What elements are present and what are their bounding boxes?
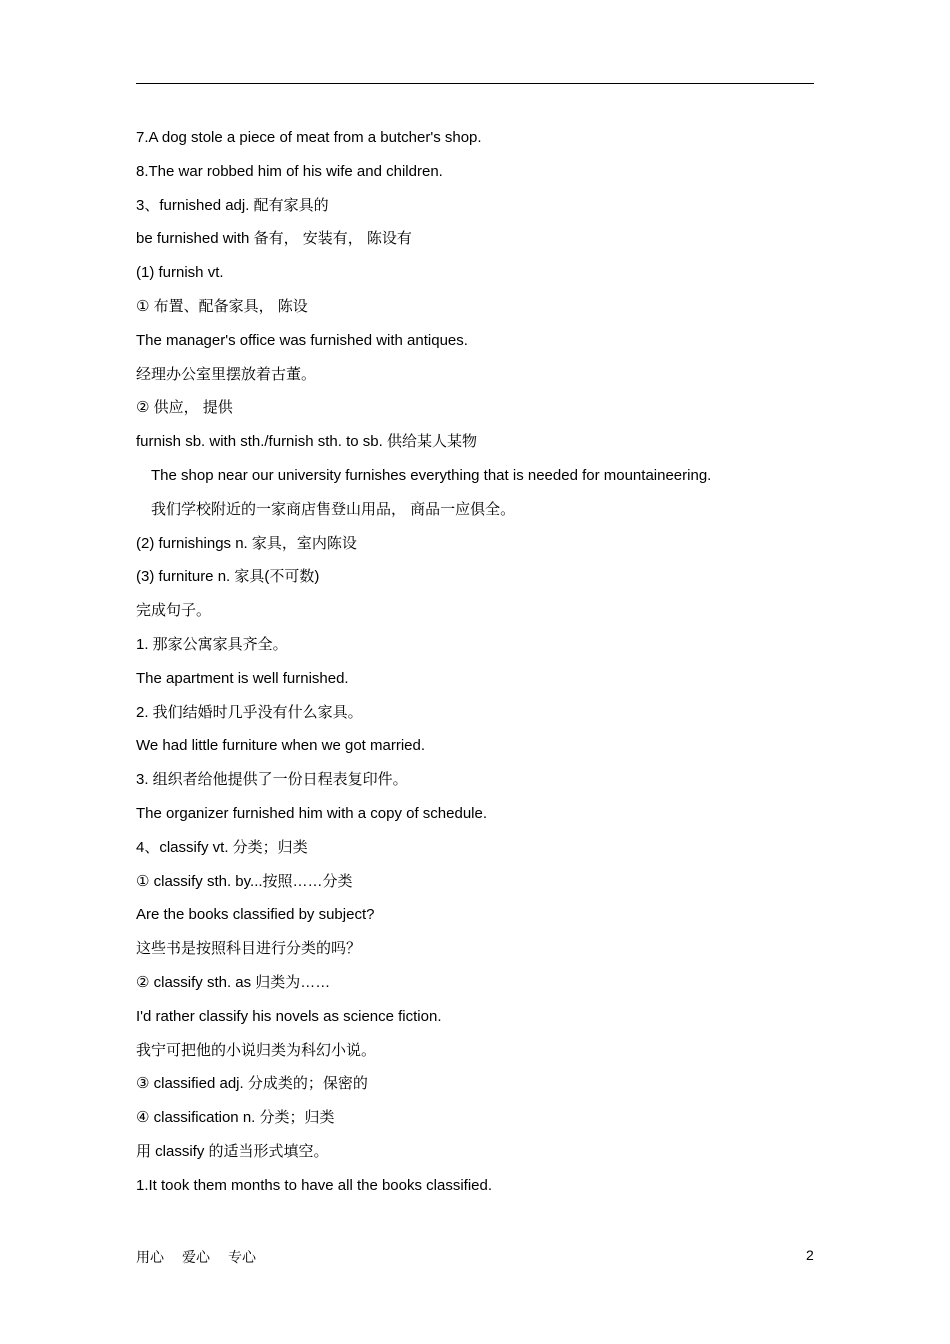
footer-motto-3: 专心	[228, 1250, 256, 1266]
text-line: ① classify sth. by...按照……分类	[136, 872, 353, 890]
text-line: (2) furnishings n. 家具，室内陈设	[136, 534, 357, 552]
text-line: 2. 我们结婚时几乎没有什么家具。	[136, 703, 363, 721]
page-number: 2	[806, 1247, 814, 1263]
text-line: 3. 组织者给他提供了一份日程表复印件。	[136, 771, 408, 789]
text-line: 我宁可把他的小说归类为科幻小说。	[136, 1041, 377, 1059]
text-line: (1) furnish vt.	[136, 264, 224, 282]
text-line: 3、furnished adj. 配有家具的	[136, 196, 329, 214]
text-line: The apartment is well furnished.	[136, 669, 349, 687]
text-line: I'd rather classify his novels as science fiction.	[136, 1007, 442, 1025]
text-line: 1. 那家公寓家具齐全。	[136, 635, 288, 653]
text-line: ② classify sth. as 归类为……	[136, 973, 331, 991]
text-line: (3) furniture n. 家具(不可数)	[136, 568, 320, 586]
text-line: We had little furniture when we got married.	[136, 737, 426, 755]
footer-motto-1: 用心	[136, 1250, 164, 1266]
text-line: furnish sb. with sth./furnish sth. to sb. 供给某人某物	[136, 433, 477, 451]
text-line: ④ classification n. 分类；归类	[136, 1109, 335, 1127]
text-line: 1.It took them months to have all the books classified.	[136, 1176, 493, 1194]
text-line: The organizer furnished him with a copy of schedule.	[136, 804, 488, 822]
text-line: The shop near our university furnishes everything that is needed for mountaineering.	[151, 466, 712, 484]
text-line: 4、classify vt. 分类；归类	[136, 838, 308, 856]
text-line: 完成句子。	[136, 602, 212, 620]
text-line: 用 classify 的适当形式填空。	[136, 1142, 329, 1160]
footer-motto-2: 爱心	[182, 1250, 210, 1266]
text-line: 这些书是按照科目进行分类的吗？	[136, 940, 362, 958]
text-line: 8.The war robbed him of his wife and children.	[136, 162, 443, 180]
header-rule	[136, 83, 814, 84]
text-line: The manager's office was furnished with antiques.	[136, 331, 468, 349]
text-line: Are the books classified by subject?	[136, 906, 375, 924]
text-line: be furnished with 备有， 安装有， 陈设有	[136, 230, 412, 248]
text-line: ② 供应， 提供	[136, 399, 233, 417]
text-line: ① 布置、配备家具， 陈设	[136, 297, 308, 315]
text-line: 我们学校附近的一家商店售登山用品， 商品一应俱全。	[151, 500, 516, 518]
text-line: 7.A dog stole a piece of meat from a butcher's shop.	[136, 129, 482, 146]
document-body	[136, 121, 816, 1203]
footer-motto	[136, 1247, 274, 1267]
text-line: ③ classified adj. 分成类的；保密的	[136, 1075, 368, 1093]
text-line: 经理办公室里摆放着古董。	[136, 365, 317, 383]
